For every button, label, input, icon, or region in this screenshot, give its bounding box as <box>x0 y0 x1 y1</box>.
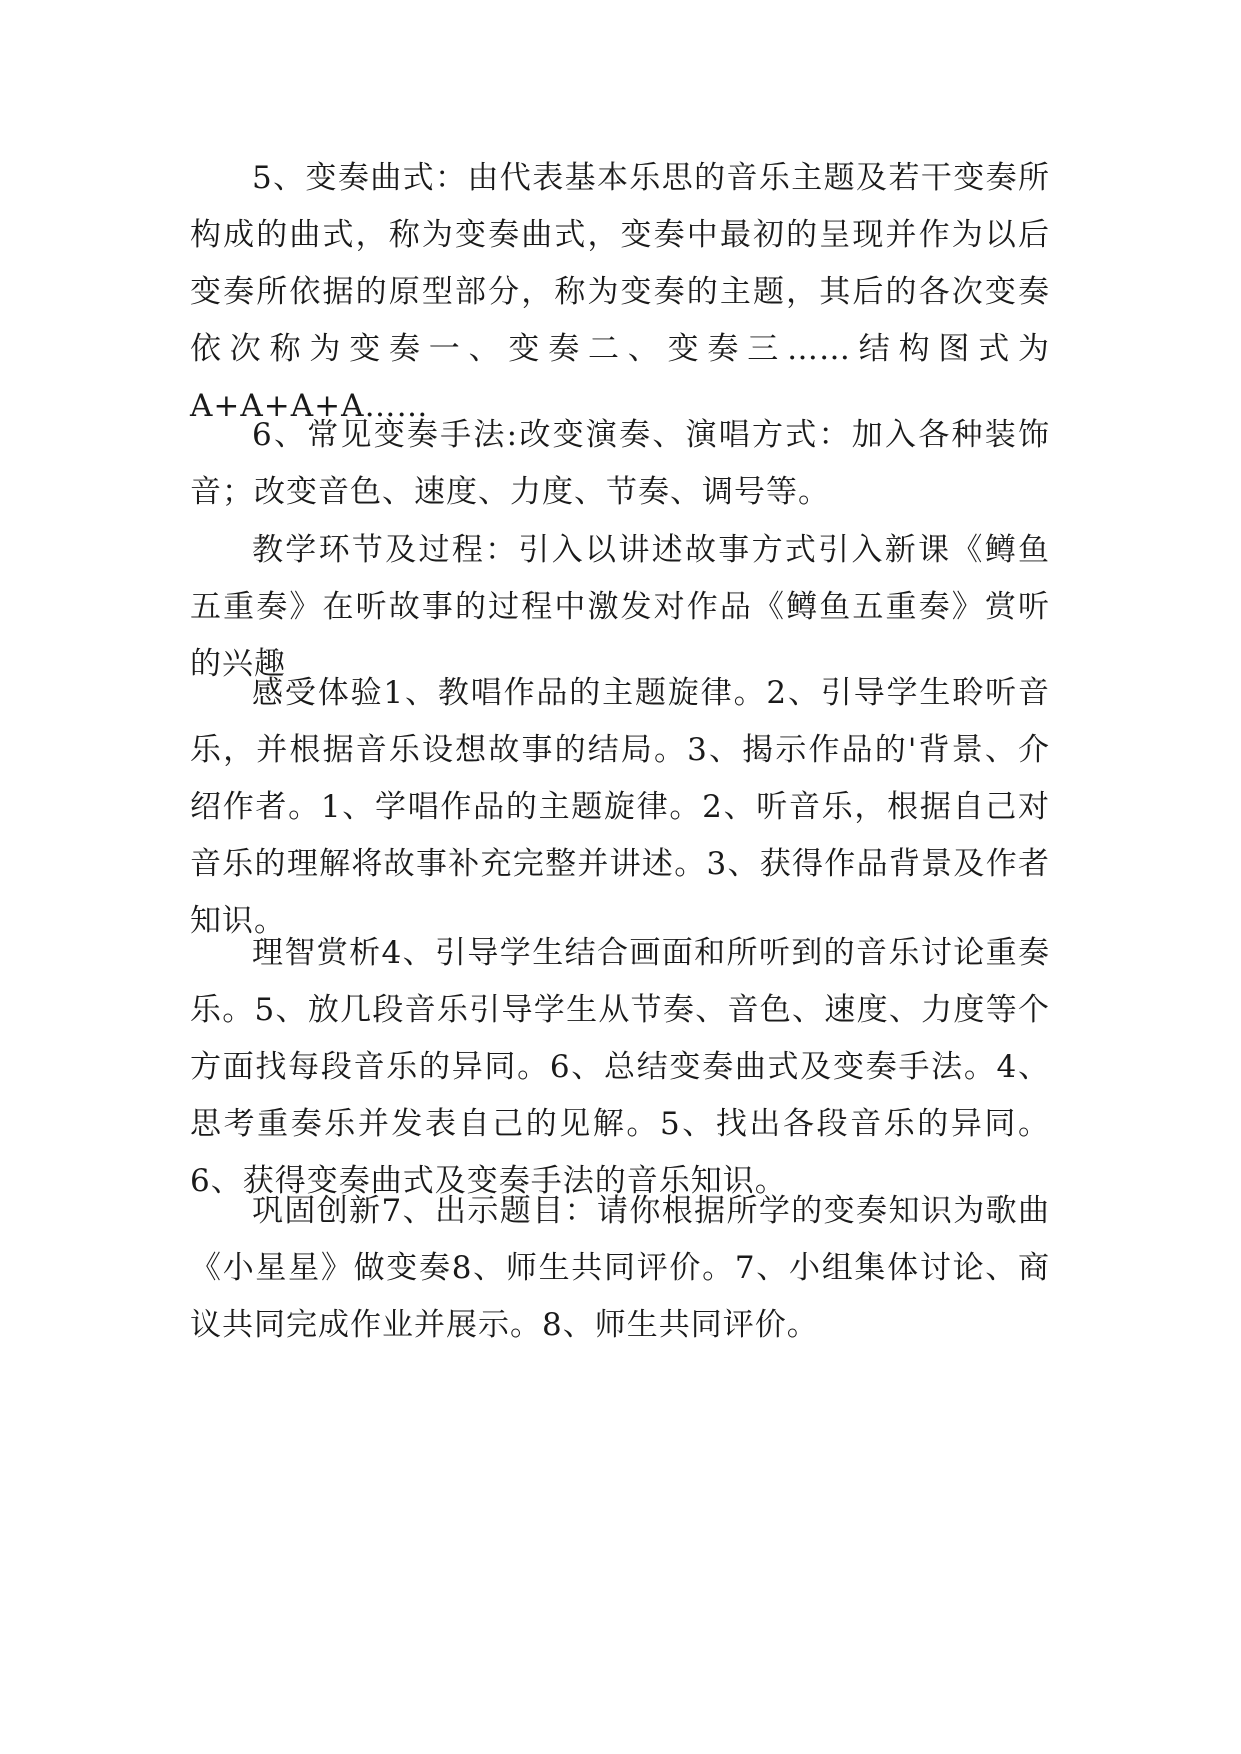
paragraph-innovation: 巩固创新7、出示题目：请你根据所学的变奏知识为歌曲《小星星》做变奏8、师生共同评价。7、小组集体讨论、商议共同完成作业并展示。8、师生共同评价。 <box>190 1193 1050 1343</box>
paragraph-experience: 感受体验1、教唱作品的主题旋律。2、引导学生聆听音乐，并根据音乐设想故事的结局。3、揭示作品的'背景、介绍作者。1、学唱作品的主题旋律。2、听音乐，根据自己对音乐的理解将故事补充完整并讲述。3、获得作品背景及作者知识。 <box>190 675 1050 939</box>
paragraph-variation-form: 5、变奏曲式：由代表基本乐思的音乐主题及若干变奏所构成的曲式，称为变奏曲式，变奏中最初的呈现并作为以后变奏所依据的原型部分，称为变奏的主题，其后的各次变奏依次称为变奏一、变奏二、变奏三……结构图式为A+A+A+A…… <box>190 160 1050 424</box>
paragraph-analysis: 理智赏析4、引导学生结合画面和所听到的音乐讨论重奏乐。5、放几段音乐引导学生从节奏、音色、速度、力度等个方面找每段音乐的异同。6、总结变奏曲式及变奏手法。4、思考重奏乐并发表自己的见解。5、找出各段音乐的异同。6、获得变奏曲式及变奏手法的音乐知识。 <box>190 935 1050 1199</box>
paragraph-teaching-process: 教学环节及过程：引入以讲述故事方式引入新课《鳟鱼五重奏》在听故事的过程中激发对作品《鳟鱼五重奏》赏听的兴趣 <box>190 532 1050 682</box>
paragraph-variation-techniques: 6、常见变奏手法:改变演奏、演唱方式：加入各种装饰音；改变音色、速度、力度、节奏、调号等。 <box>190 417 1050 510</box>
